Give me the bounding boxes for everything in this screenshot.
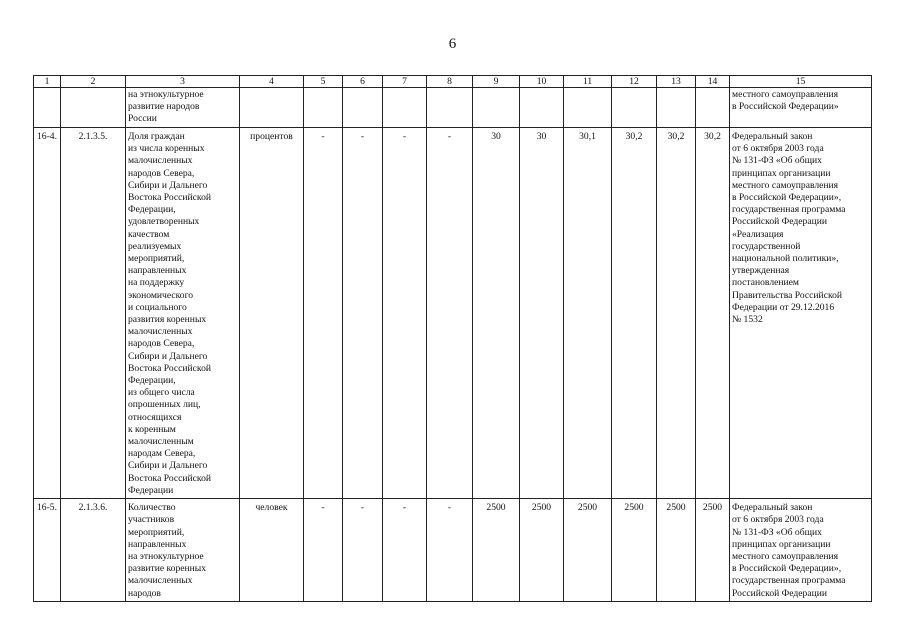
value-cell	[473, 88, 520, 128]
value-cell	[612, 88, 657, 128]
value-cell: 30,2	[612, 128, 657, 499]
indicator-name-cell: Доля граждан из числа коренных малочисленных народов Севера, Сибири и Дальнего Востока Российской Федерации, удовлетворенных качеством реализуемых мероприятий, направленных на поддержку экономического и социального развития коренных малочисленных народов Севера, Сибири и Дальнего Востока Российской Федерации, из общего числа опрошенных лиц, относящихся к коренным малочисленным народам Севера, Сибири и Дальнего Востока Российской Федерации	[126, 128, 240, 499]
header-cell: 13	[657, 76, 696, 88]
unit-cell: процентов	[240, 128, 304, 499]
value-cell: 2500	[612, 499, 657, 602]
value-cell	[343, 88, 383, 128]
unit-cell	[240, 88, 304, 128]
indicator-name-cell: Количество участников мероприятий, направленных на этнокультурное развитие коренных малочисленных народов	[126, 499, 240, 602]
header-cell: 9	[473, 76, 520, 88]
table-row	[34, 128, 872, 499]
value-cell	[383, 88, 427, 128]
value-cell: -	[383, 499, 427, 602]
header-cell: 1	[34, 76, 61, 88]
header-cell: 3	[126, 76, 240, 88]
value-cell: 30,2	[696, 128, 730, 499]
value-cell: -	[304, 499, 343, 602]
value-cell: -	[343, 499, 383, 602]
page-number: 6	[448, 36, 457, 52]
value-cell: 2500	[520, 499, 564, 602]
legal-basis-cell: Федеральный закон от 6 октября 2003 года № 131-ФЗ «Об общих принципах организации местного самоуправления в Российской Федерации», государственная программа Российской Федерации	[730, 499, 872, 602]
code-cell: 2.1.3.6.	[61, 499, 126, 602]
value-cell: -	[343, 128, 383, 499]
table-row	[34, 88, 872, 128]
header-cell: 11	[564, 76, 612, 88]
header-cell: 4	[240, 76, 304, 88]
header-cell: 8	[427, 76, 473, 88]
legal-basis-cell: местного самоуправления в Российской Федерации»	[730, 88, 872, 128]
value-cell: 30	[520, 128, 564, 499]
indicators-table	[33, 75, 872, 602]
code-cell	[61, 88, 126, 128]
value-cell: 2500	[657, 499, 696, 602]
header-cell: 6	[343, 76, 383, 88]
value-cell: -	[383, 128, 427, 499]
value-cell	[564, 88, 612, 128]
table-row	[34, 499, 872, 602]
value-cell	[520, 88, 564, 128]
header-cell: 14	[696, 76, 730, 88]
row-number-cell: 16-5.	[34, 499, 61, 602]
legal-basis-cell: Федеральный закон от 6 октября 2003 года № 131-ФЗ «Об общих принципах организации местного самоуправления в Российской Федерации», государственная программа Российской Федерации «Реализация государственной национальной политики», утвержденная постановлением Правительства Российской Федерации от 29.12.2016 № 1532	[730, 128, 872, 499]
value-cell: 2500	[564, 499, 612, 602]
code-cell: 2.1.3.5.	[61, 128, 126, 499]
unit-cell: человек	[240, 499, 304, 602]
indicator-name-cell: на этнокультурное развитие народов России	[126, 88, 240, 128]
value-cell: -	[427, 128, 473, 499]
value-cell: 2500	[473, 499, 520, 602]
value-cell	[304, 88, 343, 128]
row-number-cell	[34, 88, 61, 128]
value-cell: 30	[473, 128, 520, 499]
value-cell: 30,2	[657, 128, 696, 499]
value-cell: 30,1	[564, 128, 612, 499]
value-cell	[657, 88, 696, 128]
value-cell	[427, 88, 473, 128]
value-cell: -	[304, 128, 343, 499]
header-cell: 10	[520, 76, 564, 88]
value-cell	[696, 88, 730, 128]
header-cell: 5	[304, 76, 343, 88]
value-cell: 2500	[696, 499, 730, 602]
header-cell: 15	[730, 76, 872, 88]
value-cell: -	[427, 499, 473, 602]
header-cell: 12	[612, 76, 657, 88]
table-header-row	[34, 76, 872, 88]
header-cell: 2	[61, 76, 126, 88]
header-cell: 7	[383, 76, 427, 88]
row-number-cell: 16-4.	[34, 128, 61, 499]
